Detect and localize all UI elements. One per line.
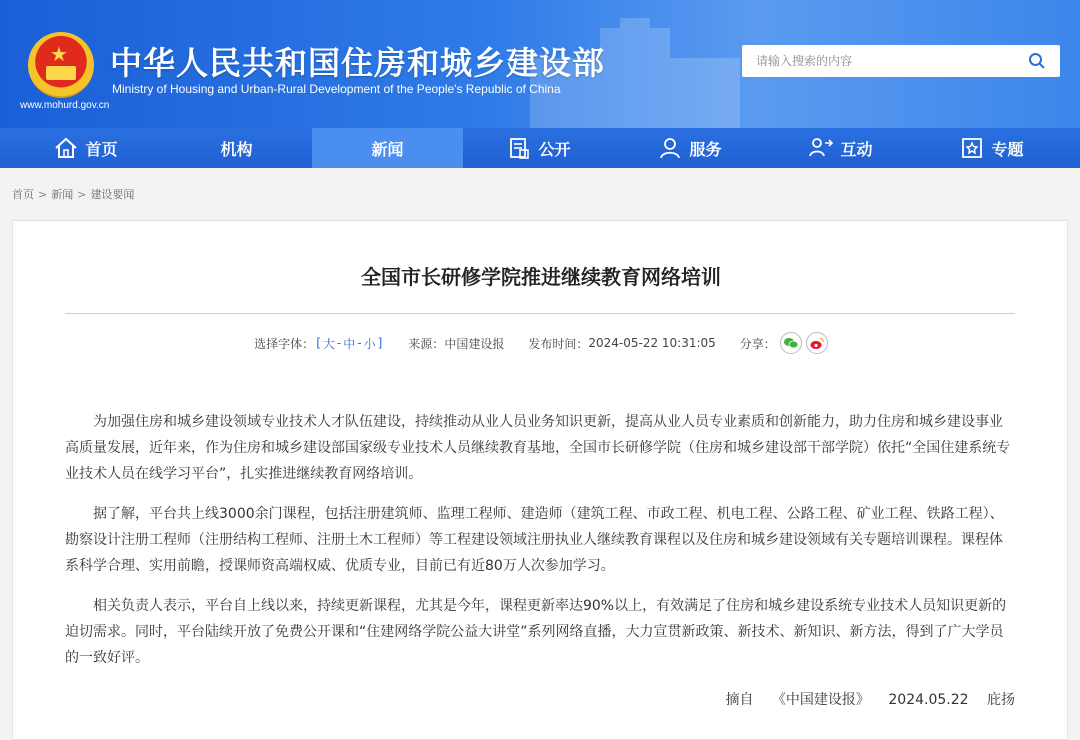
nav-item-label: 服务: [689, 139, 722, 159]
font-size-medium[interactable]: 中: [343, 336, 356, 351]
article-attribution: [711, 689, 1015, 709]
article-paragraph: 据了解，平台共上线3000余门课程，包括注册建筑师、监理工程师、建造师（建筑工程、市政工程、机电工程、公路工程、矿业工程、铁路工程）、勘察设计注册工程师（注册结构工程师、注册土木工程师）等工程建设领域注册执业人继续教育课程以及住房和城乡建设领域有关专题培训课程。课程体系科学合理、实用前瞻，授课师资高端权威、优质专业，目前已有近80万人次参加学习。: [65, 506, 1004, 574]
time-label: 发布时间：: [528, 336, 589, 351]
document-icon: [506, 135, 532, 161]
nav-item-topics[interactable]: [916, 128, 1067, 168]
breadcrumb-separator: >: [77, 188, 87, 201]
nav-item-label: 专题: [991, 139, 1024, 159]
article-meta: [13, 332, 1069, 354]
home-icon: [53, 135, 79, 161]
nav-item-home[interactable]: [10, 128, 161, 168]
search-icon[interactable]: [1028, 52, 1046, 70]
font-size-selector: [254, 335, 384, 352]
attribution-prefix: 摘自: [725, 692, 754, 708]
time-value: 2024-05-22 10:31:05: [588, 336, 716, 350]
wechat-share-icon[interactable]: [780, 332, 802, 354]
publish-time: [528, 335, 715, 352]
share-label: 分享：: [739, 336, 776, 351]
nav-item-label: 新闻: [371, 139, 404, 159]
attribution-publication: 《中国建设报》: [771, 692, 870, 708]
search-box: [742, 45, 1060, 77]
article-paragraph: 相关负责人表示，平台自上线以来，持续更新课程，尤其是今年，课程更新率达90%以上，有效满足了住房和城乡建设系统专业技术人员知识更新的迫切需求。同时，平台陆续开放了免费公开课和“住建网络学院公益大讲堂”系列网络直播，大力宣贯新政策、新技术、新知识、新方法，得到了广大学员的一致好评。: [65, 598, 1007, 666]
weibo-share-icon[interactable]: [806, 332, 828, 354]
attribution-date: 2024.05.22: [888, 692, 969, 708]
share-group: [740, 332, 828, 354]
main-nav: [0, 128, 1080, 168]
nav-item-organization[interactable]: [161, 128, 312, 168]
font-size-separator: -: [357, 336, 362, 350]
site-url: www.mohurd.gov.cn: [20, 100, 110, 111]
nav-item-label: 公开: [538, 139, 571, 159]
breadcrumb-item-current[interactable]: 建设要闻: [90, 188, 135, 201]
nav-item-interact[interactable]: [765, 128, 916, 168]
article-title: 全国市长研修学院推进继续教育网络培训: [361, 265, 721, 289]
attribution-author: 庇扬: [987, 692, 1015, 708]
font-size-small[interactable]: 小: [363, 336, 376, 351]
breadcrumb: [12, 186, 134, 202]
person-icon: [657, 135, 683, 161]
article-panel: [12, 220, 1068, 740]
breadcrumb-item-home[interactable]: 首页: [12, 188, 34, 201]
nav-item-label: 首页: [85, 139, 118, 159]
nav-item-label: 互动: [840, 139, 873, 159]
site-header: [0, 0, 1080, 128]
badge-icon: [959, 135, 985, 161]
article-source: [408, 335, 504, 352]
source-value: 中国建设报: [444, 336, 505, 351]
font-size-large[interactable]: 大: [322, 336, 335, 351]
search-input[interactable]: [742, 45, 1012, 77]
bracket-open: [: [316, 336, 321, 350]
font-size-separator: -: [336, 336, 342, 350]
site-subtitle: Ministry of Housing and Urban-Rural Development of the People's Republic of China: [112, 82, 561, 96]
article-body: [65, 409, 1015, 685]
nav-item-public[interactable]: [463, 128, 614, 168]
source-label: 来源：: [408, 336, 445, 351]
breadcrumb-separator: >: [38, 188, 48, 201]
article-paragraph: 为加强住房和城乡建设领域专业技术人才队伍建设，持续推动从业人员业务知识更新，提高从业人员专业素质和创新能力，助力住房和城乡建设事业高质量发展，近年来，作为住房和城乡建设部国家级专业技术人员继续教育基地，全国市长研修学院（住房和城乡建设部干部学院）依托“全国住建系统专业技术人员在线学习平台”，扎实推进继续教育网络培训。: [65, 414, 1011, 482]
breadcrumb-item-news[interactable]: 新闻: [51, 188, 74, 201]
nav-item-label: 机构: [220, 139, 253, 159]
font-size-label: 选择字体：: [254, 336, 315, 351]
national-emblem-icon: ★: [28, 32, 94, 98]
bracket-close: ]: [377, 336, 383, 350]
interact-icon: [808, 135, 834, 161]
nav-item-service[interactable]: [614, 128, 765, 168]
nav-item-news[interactable]: [312, 128, 463, 168]
site-title[interactable]: 中华人民共和国住房和城乡建设部: [110, 44, 606, 82]
title-divider: [65, 313, 1015, 314]
